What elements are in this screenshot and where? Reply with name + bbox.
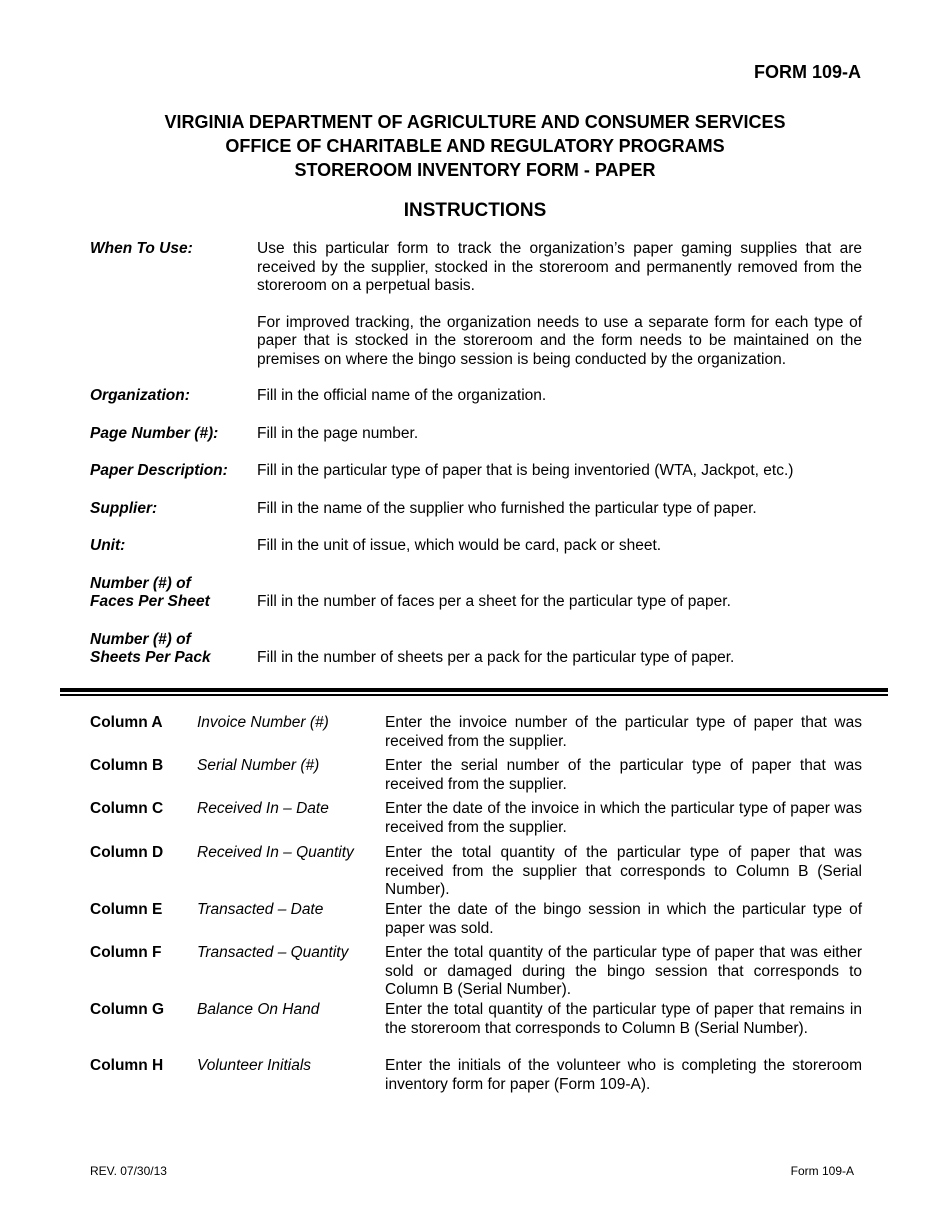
section-divider-thick	[60, 688, 888, 692]
column-letter: Column B	[90, 757, 164, 774]
column-description: Enter the date of the bingo session in which the particular type of paper was sold.	[385, 901, 862, 937]
column-letter: Column F	[90, 944, 162, 961]
column-letter: Column C	[90, 800, 164, 817]
column-row-f	[90, 944, 862, 1000]
column-description: Enter the serial number of the particular type of paper that was received from the supplier.	[385, 757, 862, 793]
column-row-e	[90, 901, 862, 938]
column-row-h	[90, 1057, 862, 1094]
column-field: Transacted – Quantity	[197, 944, 349, 961]
column-letter: Column G	[90, 1001, 165, 1018]
header-office: OFFICE OF CHARITABLE AND REGULATORY PROGRAMS	[225, 136, 725, 156]
footer-form-label: Form 109-A	[790, 1164, 854, 1178]
instructions-title: INSTRUCTIONS	[403, 200, 547, 221]
column-field: Balance On Hand	[197, 1001, 320, 1018]
definition-term: Unit:	[90, 537, 126, 554]
column-row-c	[90, 800, 862, 837]
column-letter: Column A	[90, 714, 163, 731]
definition-description: Fill in the particular type of paper that is being inventoried (WTA, Jackpot, etc.)	[257, 462, 794, 479]
column-letter: Column H	[90, 1057, 164, 1074]
definition-term-line: Sheets Per Pack	[90, 649, 211, 666]
column-description: Enter the invoice number of the particular type of paper that was received from the supplier.	[385, 714, 862, 750]
definition-term-line: Number (#) of	[90, 574, 191, 592]
definition-faces-per-sheet	[90, 575, 862, 612]
page-header	[0, 110, 950, 182]
footer-revision: REV. 07/30/13	[90, 1164, 167, 1178]
column-description: Enter the total quantity of the particular type of paper that was either sold or damaged during the bingo session that corresponds to Column B (Serial Number).	[385, 944, 862, 998]
column-row-a	[90, 714, 862, 751]
column-field: Transacted – Date	[197, 901, 324, 918]
definition-term-line: Number (#) of	[90, 630, 191, 648]
definition-unit	[90, 537, 862, 556]
definition-paragraph: For improved tracking, the organization needs to use a separate form for each type of paper that is stocked in the storeroom and the form needs to be maintained on the premises on where the bingo session is being conducted by the organization.	[257, 313, 862, 368]
header-form-title: STOREROOM INVENTORY FORM - PAPER	[294, 160, 656, 180]
definition-term	[90, 575, 257, 612]
definition-term: Supplier:	[90, 499, 158, 517]
column-field: Serial Number (#)	[197, 757, 320, 774]
definition-paragraph: Use this particular form to track the organization’s paper gaming supplies that are received by the supplier, stocked in the storeroom and permanently removed from the storeroom on a perpetual basis.	[257, 240, 862, 294]
header-department: VIRGINIA DEPARTMENT OF AGRICULTURE AND CONSUMER SERVICES	[164, 112, 786, 132]
definition-when-to-use	[90, 240, 862, 369]
definitions-list	[90, 240, 862, 668]
definition-description	[257, 240, 862, 369]
column-field: Invoice Number (#)	[197, 714, 329, 731]
definition-paper-description	[90, 462, 862, 481]
definition-organization	[90, 387, 862, 406]
definition-sheets-per-pack	[90, 631, 862, 668]
definition-description: Fill in the page number.	[257, 424, 419, 442]
definition-term: Paper Description:	[90, 462, 228, 479]
column-field: Received In – Quantity	[197, 844, 354, 861]
definition-term	[90, 631, 257, 668]
column-letter: Column E	[90, 901, 163, 918]
column-field: Received In – Date	[197, 800, 329, 817]
definition-term: Page Number (#):	[90, 424, 219, 442]
definition-description: Fill in the unit of issue, which would be card, pack or sheet.	[257, 537, 662, 554]
definition-description: Fill in the number of faces per a sheet for the particular type of paper.	[257, 592, 731, 610]
column-description: Enter the total quantity of the particular type of paper that remains in the storeroom that corresponds to Column B (Serial Number).	[385, 1001, 862, 1037]
definition-description: Fill in the official name of the organization.	[257, 387, 547, 404]
form-id: FORM 109-A	[753, 62, 861, 82]
definition-term-line: Faces Per Sheet	[90, 593, 210, 610]
definition-description: Fill in the name of the supplier who furnished the particular type of paper.	[257, 499, 757, 517]
definition-page-number	[90, 425, 862, 444]
column-row-g	[90, 1001, 862, 1038]
definition-term: When To Use:	[90, 240, 193, 257]
column-row-b	[90, 757, 862, 794]
column-description: Enter the total quantity of the particular type of paper that was received from the supplier that corresponds to Column B (Serial Number).	[385, 844, 862, 898]
definition-supplier	[90, 500, 862, 519]
column-row-d	[90, 844, 862, 900]
column-description: Enter the initials of the volunteer who is completing the storeroom inventory form for paper (Form 109-A).	[385, 1057, 862, 1093]
definition-term: Organization:	[90, 387, 190, 404]
definition-description: Fill in the number of sheets per a pack for the particular type of paper.	[257, 648, 735, 666]
column-field: Volunteer Initials	[197, 1057, 312, 1074]
column-letter: Column D	[90, 844, 164, 861]
column-description: Enter the date of the invoice in which the particular type of paper was received from the supplier.	[385, 800, 862, 836]
section-divider-thin	[60, 694, 888, 696]
